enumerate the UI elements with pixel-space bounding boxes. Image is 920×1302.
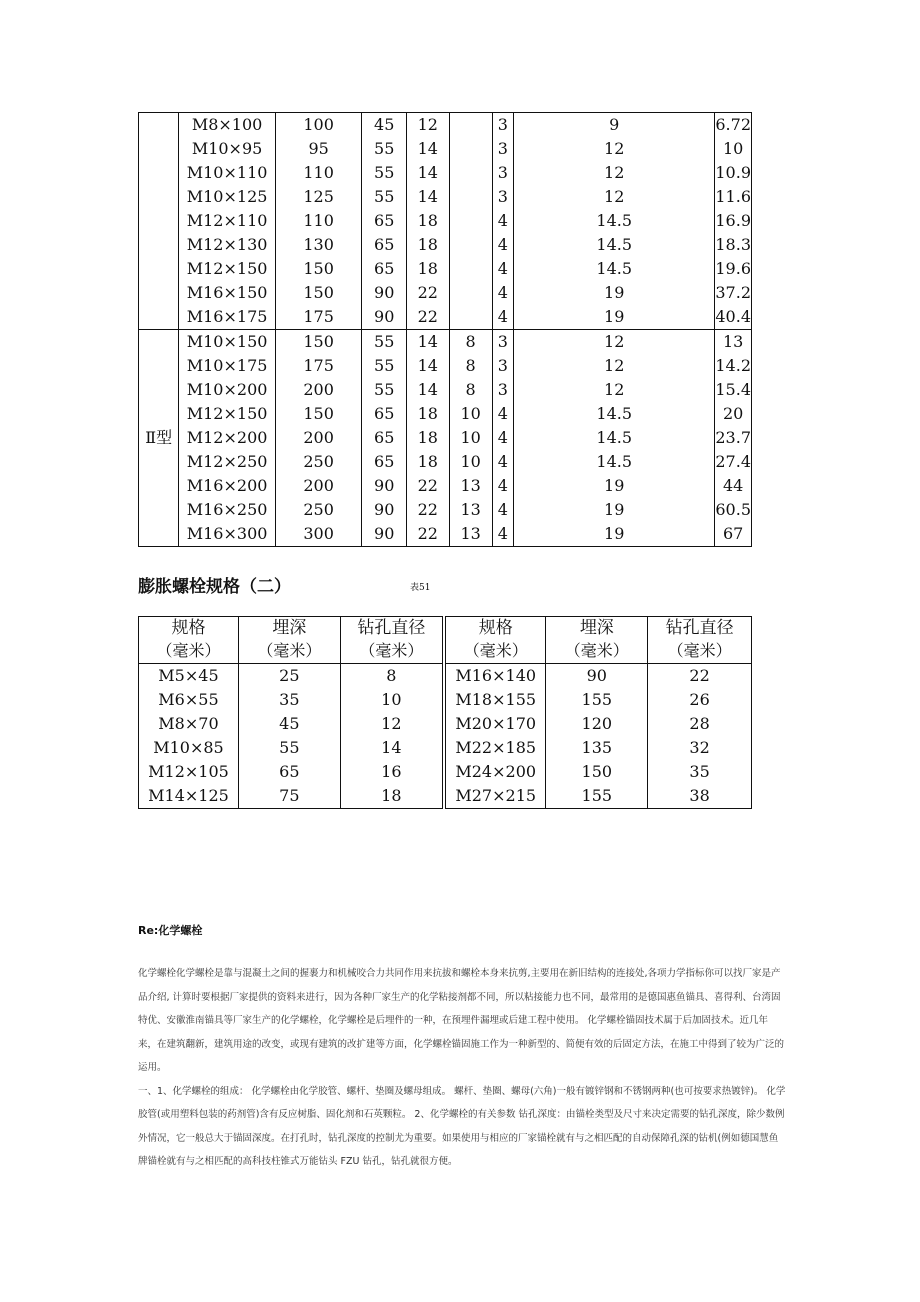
table-cell: 200 — [275, 474, 362, 498]
table-row — [139, 257, 752, 281]
table-cell: 75 — [238, 784, 340, 809]
table-cell: 15.4 — [715, 378, 752, 402]
table-cell: 8 — [449, 354, 492, 378]
table-cell: 37.2 — [715, 281, 752, 305]
table-cell: 175 — [275, 305, 362, 330]
table-cell: 10 — [449, 402, 492, 426]
table-row — [139, 233, 752, 257]
table-cell — [449, 281, 492, 305]
table-cell: 90 — [362, 522, 406, 547]
table-cell — [449, 161, 492, 185]
table-cell: 12 — [514, 185, 715, 209]
table-cell: 14.5 — [514, 233, 715, 257]
table-cell: 12 — [406, 113, 449, 138]
table-cell: 100 — [275, 113, 362, 138]
table-cell: M16×200 — [179, 474, 275, 498]
table-cell: 4 — [492, 281, 514, 305]
unit-cell: （毫米） — [444, 639, 546, 664]
table-cell: 175 — [275, 354, 362, 378]
table-cell: M16×140 — [444, 664, 546, 689]
table-cell — [449, 209, 492, 233]
table-cell: 40.4 — [715, 305, 752, 330]
table-cell: 23.7 — [715, 426, 752, 450]
table-cell: M12×130 — [179, 233, 275, 257]
table-cell: M16×300 — [179, 522, 275, 547]
table-cell: 19 — [514, 305, 715, 330]
table-row — [139, 498, 752, 522]
table-cell: 13 — [715, 330, 752, 355]
table-cell: 55 — [362, 330, 406, 355]
table-cell: 14.5 — [514, 450, 715, 474]
table-cell: 14 — [406, 330, 449, 355]
table-cell: 55 — [238, 736, 340, 760]
table-cell: 32 — [648, 736, 752, 760]
table-row — [139, 784, 752, 809]
table-cell: 65 — [362, 450, 406, 474]
table-cell: 135 — [546, 736, 648, 760]
table-cell: 45 — [238, 712, 340, 736]
table-cell: 65 — [362, 402, 406, 426]
table-cell: 4 — [492, 498, 514, 522]
table-cell: 90 — [362, 498, 406, 522]
table-row — [139, 736, 752, 760]
table-cell: 45 — [362, 113, 406, 138]
header-cell: 钻孔直径 — [340, 617, 444, 640]
header-cell: 埋深 — [238, 617, 340, 640]
table-cell: M16×250 — [179, 498, 275, 522]
table-cell: 3 — [492, 161, 514, 185]
bolt-spec-table-2 — [138, 616, 752, 809]
table-cell — [449, 257, 492, 281]
table-cell: 14.5 — [514, 209, 715, 233]
table-cell: 90 — [546, 664, 648, 689]
table-cell: 18 — [406, 402, 449, 426]
table-cell: 10 — [449, 426, 492, 450]
table-cell: 10 — [449, 450, 492, 474]
table-cell: 35 — [648, 760, 752, 784]
table-row — [139, 330, 752, 355]
table-cell: 3 — [492, 185, 514, 209]
table-cell: 35 — [238, 688, 340, 712]
table-row — [139, 664, 752, 689]
table-cell — [449, 137, 492, 161]
table-cell: 65 — [362, 426, 406, 450]
table-cell: 14 — [406, 354, 449, 378]
table-cell: M10×200 — [179, 378, 275, 402]
table-cell: 65 — [362, 257, 406, 281]
table-cell — [449, 305, 492, 330]
table-cell: 4 — [492, 402, 514, 426]
table-cell: 300 — [275, 522, 362, 547]
table-cell: 22 — [406, 498, 449, 522]
table-cell: 13 — [449, 474, 492, 498]
table-cell: 22 — [406, 281, 449, 305]
table-cell: 4 — [492, 257, 514, 281]
table-cell: 6.72 — [715, 113, 752, 138]
table-cell: 3 — [492, 330, 514, 355]
table-cell: 155 — [546, 688, 648, 712]
table-header-row — [139, 617, 752, 640]
table-cell: 110 — [275, 209, 362, 233]
table-row — [139, 712, 752, 736]
table-cell: M16×175 — [179, 305, 275, 330]
table-cell: M14×125 — [139, 784, 239, 809]
table-cell: M18×155 — [444, 688, 546, 712]
table-cell: 90 — [362, 474, 406, 498]
table-cell: 3 — [492, 354, 514, 378]
table-row — [139, 688, 752, 712]
table-cell: 150 — [275, 402, 362, 426]
table-cell: 14 — [406, 185, 449, 209]
table-cell: 125 — [275, 185, 362, 209]
table-cell: 14.2 — [715, 354, 752, 378]
table-cell: 19 — [514, 281, 715, 305]
table-row — [139, 760, 752, 784]
header-cell: 规格 — [139, 617, 239, 640]
table-row — [139, 522, 752, 547]
table-cell: 18 — [406, 233, 449, 257]
table-cell: 22 — [406, 305, 449, 330]
table-cell: M8×100 — [179, 113, 275, 138]
table-cell: 14.5 — [514, 426, 715, 450]
table-cell: 150 — [275, 257, 362, 281]
table-cell: 55 — [362, 378, 406, 402]
table-cell: 12 — [514, 330, 715, 355]
table-cell: 60.5 — [715, 498, 752, 522]
table-cell: M8×70 — [139, 712, 239, 736]
unit-cell: （毫米） — [238, 639, 340, 664]
table-cell: 4 — [492, 522, 514, 547]
table-cell: 8 — [340, 664, 444, 689]
header-cell: 钻孔直径 — [648, 617, 752, 640]
table-cell: 10.9 — [715, 161, 752, 185]
table-cell: 18 — [340, 784, 444, 809]
table-cell: 8 — [449, 378, 492, 402]
table-cell: 18 — [406, 209, 449, 233]
table-row — [139, 113, 752, 138]
table-row — [139, 474, 752, 498]
table-cell: 3 — [492, 137, 514, 161]
table-row — [139, 450, 752, 474]
table-cell — [449, 185, 492, 209]
unit-cell: （毫米） — [648, 639, 752, 664]
article-paragraph: 一、1、化学螺栓的组成： 化学螺栓由化学胶管、螺杆、垫圈及螺母组成。 螺杆、垫圈、螺母(六角)一般有镀锌钢和不锈钢两种(也可按要求热镀锌)。 化学胶管(或用塑料包装的药剂管)含有反应树脂、固化剂和石英颗粒。 2、化学螺栓的有关参数 钻孔深度：由锚栓类型及尺寸来决定需要的钻孔深度，除少数例外情况，它一般总大于锚固深度。在打孔时，钻孔深度的控制尤为重要。如果使用与相应的厂家锚栓就有与之相匹配的自动保障孔深的钻机(例如德国慧鱼牌锚栓就有与之相匹配的高科技柱锥式万能钻头 FZU 钻孔，钻孔就很方便。 — [138, 1085, 786, 1167]
table-cell: M24×200 — [444, 760, 546, 784]
table-cell: 250 — [275, 498, 362, 522]
table-cell: 12 — [514, 354, 715, 378]
table-row — [139, 305, 752, 330]
table-cell: 25 — [238, 664, 340, 689]
table-cell: 65 — [362, 233, 406, 257]
unit-cell: （毫米） — [546, 639, 648, 664]
table-cell: M20×170 — [444, 712, 546, 736]
table-cell: M10×85 — [139, 736, 239, 760]
table-cell: 12 — [514, 378, 715, 402]
article-paragraph: 化学螺栓化学螺栓是靠与混凝土之间的握裹力和机械咬合力共同作用来抗拔和螺栓本身来抗剪,主要用在新旧结构的连接处,各项力学指标你可以找厂家是产品介绍, 计算时要根据厂家提供的资料来进行，因为各种厂家生产的化学粘接剂都不同，所以粘接能力也不同，最常用的是德国惠鱼锚具、喜得利、台湾固特优、安徽淮南锚具等厂家生产的化学螺栓，化学螺栓是后埋件的一种，在预埋件漏埋或后建工程中使用。 化学螺栓锚固技术属于后加固技术。近几年来，在建筑翻新，建筑用途的改变，或现有建筑的改扩建等方面，化学螺栓锚固施工作为一种新型的、简便有效的后固定方法，在施工中得到了较为广泛的运用。 — [138, 968, 785, 1073]
table-cell — [449, 233, 492, 257]
table-cell — [449, 113, 492, 138]
table-cell: 19 — [514, 498, 715, 522]
table-cell: 3 — [492, 113, 514, 138]
table-cell: 65 — [238, 760, 340, 784]
type-cell: Ⅱ型 — [139, 330, 179, 547]
table-cell: 27.4 — [715, 450, 752, 474]
table-row — [139, 378, 752, 402]
table-cell: M12×250 — [179, 450, 275, 474]
table-cell: 14.5 — [514, 402, 715, 426]
unit-cell: （毫米） — [139, 639, 239, 664]
table-cell: 55 — [362, 137, 406, 161]
table-cell: M12×150 — [179, 257, 275, 281]
table-cell: 13 — [449, 498, 492, 522]
table-cell: 200 — [275, 378, 362, 402]
bolt-spec-table-1 — [138, 112, 752, 547]
table-row — [139, 137, 752, 161]
table-cell: 22 — [406, 474, 449, 498]
table-cell: 130 — [275, 233, 362, 257]
table-cell: M16×150 — [179, 281, 275, 305]
table-cell: M12×200 — [179, 426, 275, 450]
table-cell: 4 — [492, 209, 514, 233]
table-cell: 150 — [275, 281, 362, 305]
table-cell: 4 — [492, 305, 514, 330]
table-cell: 12 — [514, 137, 715, 161]
table-cell: M10×150 — [179, 330, 275, 355]
table-cell: 22 — [406, 522, 449, 547]
table-row — [139, 161, 752, 185]
table-cell: 200 — [275, 426, 362, 450]
table-cell: 90 — [362, 305, 406, 330]
table-row — [139, 281, 752, 305]
table-cell: 4 — [492, 233, 514, 257]
table-cell: 4 — [492, 426, 514, 450]
table-cell: 65 — [362, 209, 406, 233]
table-cell: 67 — [715, 522, 752, 547]
table-cell: 14 — [406, 378, 449, 402]
table-cell: 120 — [546, 712, 648, 736]
table-cell: 10 — [715, 137, 752, 161]
table-cell: 3 — [492, 378, 514, 402]
table-cell: 55 — [362, 161, 406, 185]
table-cell: 20 — [715, 402, 752, 426]
table-cell: 18 — [406, 257, 449, 281]
table-cell: 12 — [340, 712, 444, 736]
unit-cell: （毫米） — [340, 639, 444, 664]
table-cell: 8 — [449, 330, 492, 355]
table-cell: 11.6 — [715, 185, 752, 209]
table-cell: 16.9 — [715, 209, 752, 233]
table-cell: 14 — [406, 161, 449, 185]
table-cell: M22×185 — [444, 736, 546, 760]
table-cell: 16 — [340, 760, 444, 784]
table-cell: M12×105 — [139, 760, 239, 784]
table-unit-row — [139, 639, 752, 664]
table-cell: 10 — [340, 688, 444, 712]
table-cell: M5×45 — [139, 664, 239, 689]
table-cell: M10×95 — [179, 137, 275, 161]
article-body — [138, 962, 786, 1174]
table-cell: M12×110 — [179, 209, 275, 233]
table-cell: 155 — [546, 784, 648, 809]
section-title: 膨胀螺栓规格（二） — [138, 577, 291, 597]
table-row — [139, 402, 752, 426]
table-cell: M10×110 — [179, 161, 275, 185]
table-cell: 9 — [514, 113, 715, 138]
table-cell: M6×55 — [139, 688, 239, 712]
table-cell: 4 — [492, 450, 514, 474]
table-cell: 19 — [514, 522, 715, 547]
table-cell: 90 — [362, 281, 406, 305]
table-row — [139, 426, 752, 450]
table-cell: 19 — [514, 474, 715, 498]
table-cell: 18 — [406, 426, 449, 450]
table-label: 表51 — [410, 583, 431, 593]
header-cell: 埋深 — [546, 617, 648, 640]
table-cell: 55 — [362, 354, 406, 378]
header-cell: 规格 — [444, 617, 546, 640]
table-cell: M10×175 — [179, 354, 275, 378]
table-cell: M12×150 — [179, 402, 275, 426]
table-cell: 250 — [275, 450, 362, 474]
table-cell: 12 — [514, 161, 715, 185]
table-row — [139, 209, 752, 233]
table-cell: 18 — [406, 450, 449, 474]
table-cell: 38 — [648, 784, 752, 809]
table-cell: 26 — [648, 688, 752, 712]
table-cell: 55 — [362, 185, 406, 209]
table-cell: 110 — [275, 161, 362, 185]
table-cell: M27×215 — [444, 784, 546, 809]
table-cell: 44 — [715, 474, 752, 498]
table-cell: 14.5 — [514, 257, 715, 281]
table-cell: 95 — [275, 137, 362, 161]
table-cell: 4 — [492, 474, 514, 498]
table-cell: 14 — [340, 736, 444, 760]
table-cell: 14 — [406, 137, 449, 161]
table-cell: 150 — [275, 330, 362, 355]
table-cell: 28 — [648, 712, 752, 736]
article-title: Re:化学螺栓 — [138, 924, 203, 937]
table-cell: 18.3 — [715, 233, 752, 257]
table-row — [139, 185, 752, 209]
table-cell: M10×125 — [179, 185, 275, 209]
table-cell: 19.6 — [715, 257, 752, 281]
type-cell — [139, 113, 179, 330]
table-row — [139, 354, 752, 378]
table-cell: 22 — [648, 664, 752, 689]
table-cell: 13 — [449, 522, 492, 547]
table-cell: 150 — [546, 760, 648, 784]
